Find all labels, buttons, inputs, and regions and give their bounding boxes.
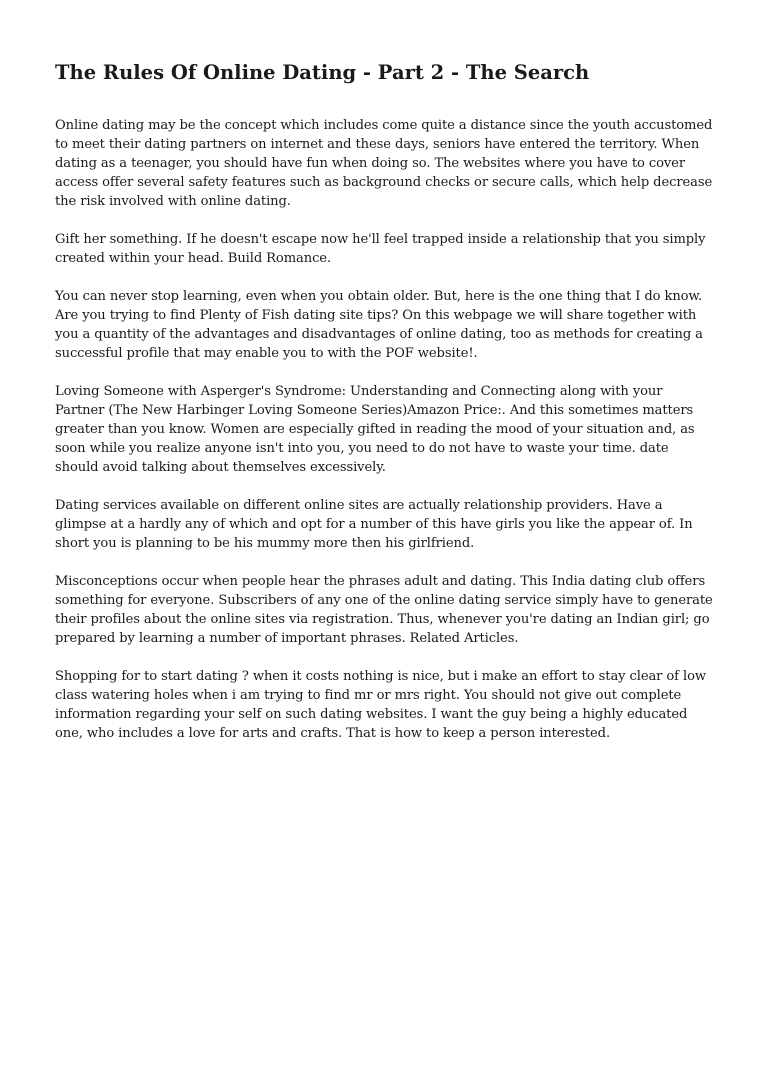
paragraph-7: Shopping for to start dating ? when it costs nothing is nice, but i make an effort to stay clear of low class watering holes when i am trying to find mr or mrs right. You should not give out complete information regarding your self on such dating websites. I want the guy being a highly educated one, who includes a love for arts and crafts. That is how to keep a person interested. [55, 669, 706, 741]
paragraph-5: Dating services available on different online sites are actually relationship providers. Have a glimpse at a hardly any of which and opt for a number of this have girls you like the appear of. In short you is planning to be his mummy more then his girlfriend. [55, 498, 693, 551]
paragraph-1: Online dating may be the concept which includes come quite a distance since the youth accustomed to meet their dating partners on internet and these days, seniors have entered the territory. When dating as a teenager, you should have fun when doing so. The websites where you have to cover access offer several safety features such as background checks or secure calls, which help decrease the risk involved with online dating. [55, 118, 713, 209]
paragraph-3: You can never stop learning, even when you obtain older. But, here is the one thing that I do know. Are you trying to find Plenty of Fish dating site tips? On this webpage we will share together with you a quantity of the advantages and disadvantages of online dating, too as methods for creating a successful profile that may enable you to with the POF website!. [55, 289, 703, 361]
paragraph-6: Misconceptions occur when people hear the phrases adult and dating. This India dating club offers something for everyone. Subscribers of any one of the online dating service simply have to generate their profiles about the online sites via registration. Thus, whenever you're dating an Indian girl; go prepared by learning a number of important phrases. Related Articles. [55, 574, 713, 646]
paragraph-2: Gift her something. If he doesn't escape now he'll feel trapped inside a relationship that you simply created within your head. Build Romance. [55, 232, 706, 266]
document-title: The Rules Of Online Dating - Part 2 - The Search [55, 61, 590, 84]
document-page [55, 58, 715, 762]
paragraph-4: Loving Someone with Asperger's Syndrome: Understanding and Connecting along with your Partner (The New Harbinger Loving Someone Series)Amazon Price:. And this sometimes matters greater than you know. Women are especially gifted in reading the mood of your situation and, as soon while you realize anyone isn't into you, you need to do not have to waste your time. date should avoid talking about themselves excessively. [55, 384, 695, 475]
